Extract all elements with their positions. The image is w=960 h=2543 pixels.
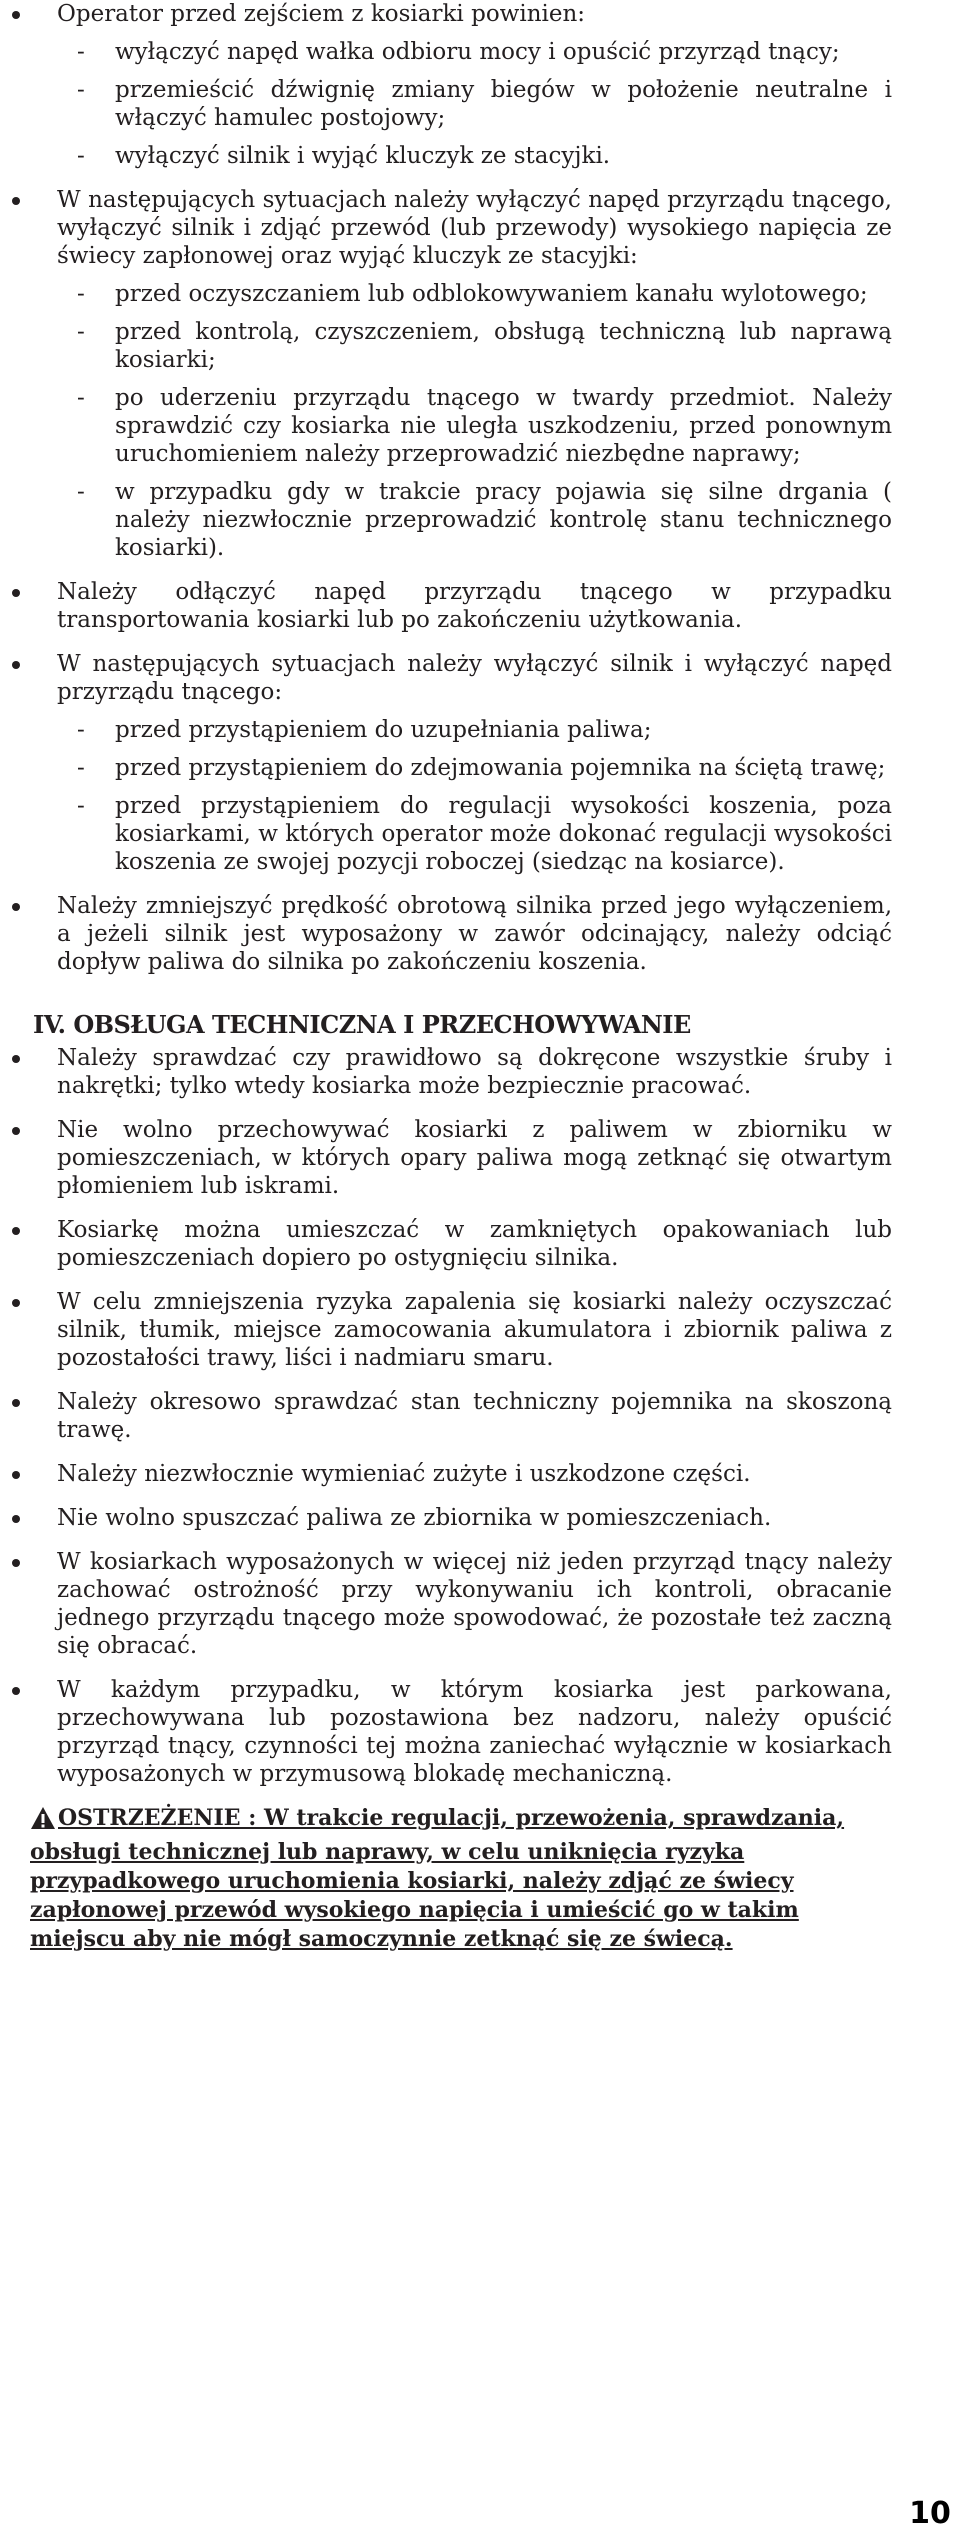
sub-list-item: - przed kontrolą, czyszczeniem, obsługą techniczną lub naprawą kosiarki; <box>57 318 892 374</box>
bullet-item <box>0 1676 892 1788</box>
bullet-text: W kosiarkach wyposażonych w więcej niż jeden przyrząd tnący należy zachować ostrożność przy wykonywaniu ich kontroli, obracanie jednego przyrządu tnącego może spowodować, że pozostałe też zaczną się obracać. <box>57 1549 892 1659</box>
bullet-text: Nie wolno spuszczać paliwa ze zbiornika w pomieszczeniach. <box>57 1505 772 1531</box>
bullet-item <box>0 186 892 562</box>
bullet-item <box>0 1460 892 1488</box>
sub-list-item: - przed przystąpieniem do regulacji wysokości koszenia, poza kosiarkami, w których operator może dokonać regulacji wysokości koszenia ze swojej pozycji roboczej (siedząc na kosiarce). <box>57 792 892 876</box>
page-number: 10 <box>909 2495 951 2531</box>
bullet-item <box>0 1216 892 1272</box>
sub-list-item: - przed przystąpieniem do zdejmowania pojemnika na ściętą trawę; <box>57 754 892 782</box>
sub-list <box>57 38 892 170</box>
bullet-item <box>0 892 892 976</box>
bullet-item <box>0 0 892 170</box>
sub-list-item: - po uderzeniu przyrządu tnącego w twardy przedmiot. Należy sprawdzić czy kosiarka nie uległa uszkodzeniu, przed ponownym uruchomieniem należy przeprowadzić niezbędne naprawy; <box>57 384 892 468</box>
bullet-item <box>0 578 892 634</box>
sub-list-item: - wyłączyć silnik i wyjąć kluczyk ze stacyjki. <box>57 142 892 170</box>
bullet-text: Należy zmniejszyć prędkość obrotową silnika przed jego wyłączeniem, a jeżeli silnik jest wyposażony w zawór odcinający, należy odciąć dopływ paliwa do silnika po zakończeniu koszenia. <box>57 893 892 975</box>
sub-list-item: - wyłączyć napęd wałka odbioru mocy i opuścić przyrząd tnący; <box>57 38 892 66</box>
bullet-text: W następujących sytuacjach należy wyłączyć silnik i wyłączyć napęd przyrządu tnącego: <box>57 651 892 705</box>
bullet-text: Operator przed zejściem z kosiarki powinien: <box>57 1 586 27</box>
bullet-text: Należy okresowo sprawdzać stan techniczny pojemnika na skoszoną trawę. <box>57 1389 892 1443</box>
safety-list <box>0 0 892 976</box>
bullet-text: Kosiarkę można umieszczać w zamkniętych opakowaniach lub pomieszczeniach dopiero po ostygnięciu silnika. <box>57 1217 892 1271</box>
bullet-text: Należy niezwłocznie wymieniać zużyte i uszkodzone części. <box>57 1461 751 1487</box>
sub-list <box>57 280 892 562</box>
bullet-text: Należy sprawdzać czy prawidłowo są dokręcone wszystkie śruby i nakrętki; tylko wtedy kosiarka może bezpiecznie pracować. <box>57 1045 892 1099</box>
bullet-item <box>0 1504 892 1532</box>
sub-list-item: - przemieścić dźwignię zmiany biegów w położenie neutralne i włączyć hamulec postojowy; <box>57 76 892 132</box>
bullet-item <box>0 1288 892 1372</box>
sub-list-item: - przed oczyszczaniem lub odblokowywaniem kanału wylotowego; <box>57 280 892 308</box>
bullet-item <box>0 1388 892 1444</box>
warning-text: OSTRZEŻENIE : W trakcie regulacji, przewożenia, sprawdzania, obsługi technicznej lub naprawy, w celu uniknięcia ryzyka przypadkowego uruchomienia kosiarki, należy zdjąć ze świecy zapłonowej przewód wysokiego napięcia i umieścić go w takim miejscu aby nie mógł samoczynnie zetknąć się ze świecą. <box>30 1805 845 1952</box>
bullet-item <box>0 1116 892 1200</box>
maintenance-list <box>0 1044 892 1788</box>
bullet-text: W następujących sytuacjach należy wyłączyć napęd przyrządu tnącego, wyłączyć silnik i zdjąć przewód (lub przewody) wysokiego napięcia ze świecy zapłonowej oraz wyjąć kluczyk ze stacyjki: <box>57 187 892 269</box>
sub-list-item: - przed przystąpieniem do uzupełniania paliwa; <box>57 716 892 744</box>
bullet-text: W każdym przypadku, w którym kosiarka jest parkowana, przechowywana lub pozostawiona bez nadzoru, należy opuścić przyrząd tnący, czynności tej można zaniechać wyłącznie w kosiarkach wyposażonych w przymusową blokadę mechaniczną. <box>57 1677 892 1787</box>
bullet-text: Nie wolno przechowywać kosiarki z paliwem w zbiorniku w pomieszczeniach, w których opary paliwa mogą zetknąć się otwartym płomieniem lub iskrami. <box>57 1117 892 1199</box>
bullet-text: Należy odłączyć napęd przyrządu tnącego w przypadku transportowania kosiarki lub po zakończeniu użytkowania. <box>57 579 892 633</box>
bullet-text: W celu zmniejszenia ryzyka zapalenia się kosiarki należy oczyszczać silnik, tłumik, miejsce zamocowania akumulatora i zbiornik paliwa z pozostałości trawy, liści i nadmiaru smaru. <box>57 1289 892 1371</box>
warning-notice <box>30 1804 892 1954</box>
sub-list <box>57 716 892 876</box>
bullet-item <box>0 1548 892 1660</box>
warning-triangle-icon <box>30 1806 56 1838</box>
sub-list-item: - w przypadku gdy w trakcie pracy pojawia się silne drgania ( należy niezwłocznie przeprowadzić kontrolę stanu technicznego kosiarki). <box>57 478 892 562</box>
bullet-item <box>0 650 892 876</box>
section-heading: IV. OBSŁUGA TECHNICZNA I PRZECHOWYWANIE <box>33 1010 691 1039</box>
bullet-item <box>0 1044 892 1100</box>
